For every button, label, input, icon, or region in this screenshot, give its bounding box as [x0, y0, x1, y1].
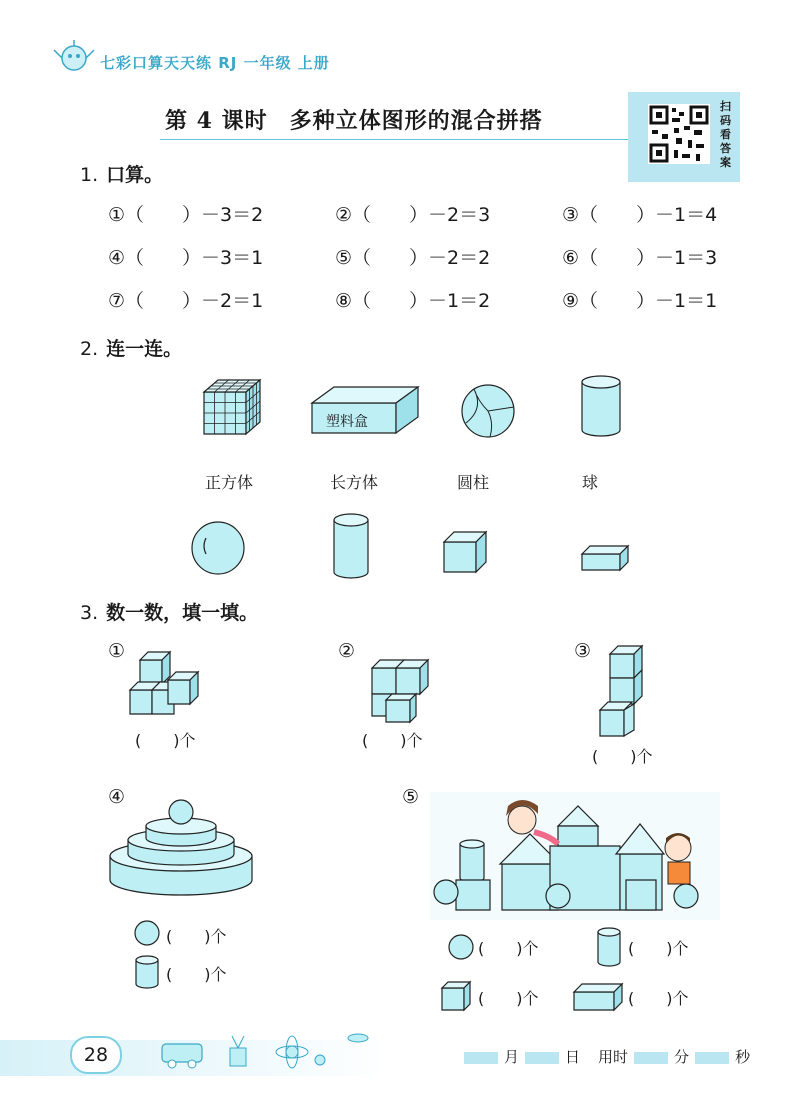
lesson-number: 第 4 课时: [165, 108, 268, 134]
equation-2: ②（ ）－2＝3: [335, 204, 491, 226]
box-label: 塑料盒: [326, 414, 368, 430]
equation-4: ④（ ）－3＝1: [108, 247, 264, 269]
qr-code-icon[interactable]: [648, 104, 710, 168]
section-2-heading: 2. 连一连。: [80, 338, 183, 360]
equation-1: ①（ ）－3＝2: [108, 204, 264, 226]
answer-blank-2[interactable]: ( )个: [362, 731, 423, 750]
rubiks-cube-image: [200, 378, 264, 442]
answer-blank-5-cylinder[interactable]: ( )个: [628, 939, 689, 958]
equation-6: ⑥（ ）－1＝3: [562, 247, 718, 269]
figure-3-blocks: [598, 644, 648, 744]
title-underline: [160, 139, 630, 140]
answer-blank-5-cuboid[interactable]: ( )个: [628, 989, 689, 1008]
cylinder-count-icon-5: [596, 926, 622, 972]
beach-ball-image: [460, 383, 516, 443]
answer-blank-4-cylinder[interactable]: ( )个: [166, 965, 227, 984]
answer-blank-3[interactable]: ( )个: [592, 747, 653, 766]
figure-marker-3: ③: [574, 640, 592, 662]
answer-blank-1[interactable]: ( )个: [135, 731, 196, 750]
answer-blank-4-sphere[interactable]: ( )个: [166, 927, 227, 946]
figure-marker-5: ⑤: [402, 786, 420, 808]
equation-9: ⑨（ ）－1＝1: [562, 290, 718, 312]
cuboid-count-icon-5: [572, 982, 624, 1016]
label-cuboid: 长方体: [330, 473, 379, 492]
figure-1-blocks: [128, 648, 206, 722]
figure-marker-4: ④: [108, 786, 126, 808]
label-sphere: 球: [582, 473, 599, 492]
answer-blank-5-cube[interactable]: ( )个: [478, 989, 539, 1008]
cube-count-icon-5: [440, 980, 472, 1016]
figure-marker-1: ①: [108, 640, 126, 662]
figure-2-blocks: [370, 656, 434, 730]
section-1-heading: 1. 口算。: [80, 164, 164, 186]
answer-blank-5-sphere[interactable]: ( )个: [478, 939, 539, 958]
month-blank[interactable]: [464, 1052, 498, 1064]
logo-icon: [52, 40, 96, 80]
lesson-title: [165, 104, 543, 135]
equation-5: ⑤（ ）－2＝2: [335, 247, 491, 269]
date-time-record: 月 日 用时 分 秒: [458, 1046, 750, 1067]
sphere-shape: [190, 520, 246, 580]
page-number: 28: [70, 1036, 122, 1074]
sphere-count-icon-5: [448, 934, 474, 964]
equation-3: ③（ ）－1＝4: [562, 204, 718, 226]
label-cylinder: 圆柱: [457, 473, 490, 492]
qr-caption: 扫 码 看 答 案: [720, 100, 731, 169]
cube-shape: [442, 530, 488, 578]
cylinder-shape: [332, 512, 370, 584]
equation-7: ⑦（ ）－2＝1: [108, 290, 264, 312]
figure-4-cylinder-tower: [108, 798, 254, 902]
day-blank[interactable]: [525, 1052, 559, 1064]
sphere-count-icon: [134, 920, 160, 950]
lesson-name: 多种立体图形的混合拼搭: [289, 108, 543, 134]
section-3-heading: 3. 数一数，填一填。: [80, 602, 259, 624]
second-blank[interactable]: [695, 1052, 729, 1064]
glass-cylinder-image: [580, 374, 622, 442]
label-cube: 正方体: [205, 473, 254, 492]
minute-blank[interactable]: [634, 1052, 668, 1064]
figure-marker-2: ②: [338, 640, 356, 662]
footer-decoration-icons: [158, 1030, 378, 1074]
cylinder-count-icon: [134, 954, 160, 994]
cuboid-shape: [580, 544, 630, 576]
equation-8: ⑧（ ）－1＝2: [335, 290, 491, 312]
series-title: 七彩口算天天练 RJ 一年级 上册: [100, 54, 330, 72]
children-building-blocks-illustration: [430, 792, 720, 924]
